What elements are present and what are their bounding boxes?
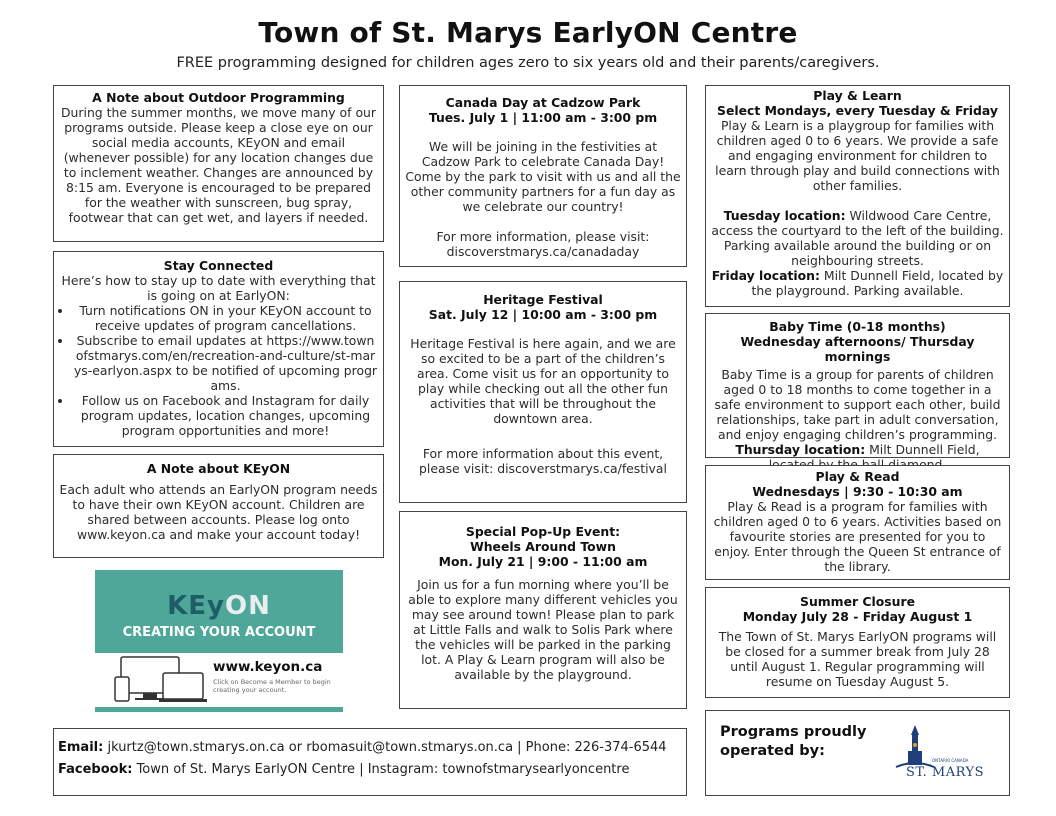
baby-time-box	[705, 313, 1010, 458]
canada-day-body: We will be joining in the festivities at Cadzow Park to celebrate Canada Day! Come by the park to visit with us and all the other community partners for a fun day as we celebrate our country!	[405, 139, 681, 214]
closure-heading: Summer Closure	[800, 594, 915, 609]
facebook-text: Town of St. Marys EarlyON Centre | Instagram: townofstmarysearlyoncentre	[136, 762, 630, 777]
play-learn-box	[705, 85, 1010, 307]
heritage-more: For more information about this event, please visit: discoverstmarys.ca/festival	[419, 446, 667, 476]
keyon-note-body: Each adult who attends an EarlyON program needs to have their own KEyON account. Children are shared between accounts. Please log onto www.keyon.ca and make your account today!	[59, 482, 378, 542]
keyon-note-box	[53, 454, 384, 558]
canada-day-box	[399, 85, 687, 267]
keyon-note-heading: A Note about KEyON	[146, 461, 291, 476]
play-learn-friday: Friday location: Milt Dunnell Field, located by the playground. Parking available.	[711, 268, 1004, 298]
summer-closure-box	[705, 587, 1010, 698]
canada-day-more: For more information, please visit: discoverstmarys.ca/canadaday	[436, 229, 650, 259]
outdoor-body: During the summer months, we move many of our programs outside. Please keep a close eye on our social media accounts, KEyON and email (whenever possible) for any location changes due to inclement weather. Changes are announced by 8:15 am. Everyone is encouraged to be prepared for the weather with sunscreen, bug spray, footwear that can get wet, and layers if needed.	[61, 105, 376, 225]
play-read-when: Wednesdays | 9:30 - 10:30 am	[752, 484, 963, 499]
page-title: Town of St. Marys EarlyON Centre	[258, 16, 798, 49]
play-read-box	[705, 465, 1010, 580]
facebook-row	[58, 759, 682, 781]
baby-time-body: Baby Time is a group for parents of children aged 0 to 18 months to come together in a safe environment to support each other, build relationships, take part in adult conversation, and enjoy engaging children’s programming.	[714, 367, 1001, 442]
heritage-when: Sat. July 12 | 10:00 am - 3:00 pm	[428, 307, 658, 322]
operated-by-box	[705, 710, 1010, 796]
outdoor-heading: A Note about Outdoor Programming	[92, 90, 345, 105]
list-item: • Turn notifications ON in your KEyON account to receive updates of program cancellations.	[73, 303, 378, 333]
operated-by-text: Programs proudly operated by:	[720, 724, 867, 759]
friday-location-label: Friday location:	[711, 268, 820, 283]
st-marys-logo-small: ONTARIO CANADA	[932, 758, 969, 763]
stay-connected-box	[53, 251, 384, 447]
heritage-festival-box	[399, 281, 687, 503]
keyon-logo: KEyON	[167, 591, 271, 621]
stay-connected-heading: Stay Connected	[163, 258, 274, 273]
facebook-label: Facebook:	[58, 762, 133, 777]
st-marys-logo-text: ST. MARYS	[906, 765, 985, 780]
play-read-body: Play & Read is a program for families with children aged 0 to 6 years. Activities based on favourite stories are presented for you to enjoy. Enter through the Queen St entrance of the library.	[713, 499, 1002, 574]
outdoor-programming-box	[53, 85, 384, 242]
email-row	[58, 737, 682, 759]
baby-time-heading: Baby Time (0-18 months)	[769, 319, 946, 334]
devices-icon	[115, 655, 207, 705]
play-learn-heading: Play & Learn	[813, 88, 902, 103]
popup-body: Join us for a fun morning where you’ll be able to explore many different vehicles you may see around town! Please plan to park at Little Falls and walk to Solis Park where the vehicles will be parked in the parking lot. A Play & Learn program will also be available by the playground.	[408, 577, 678, 682]
list-item: • Subscribe to email updates at https://www.townofstmarys.com/en/recreation-and-culture/st-marys-earlyon.aspx to be notified of upcoming programs.	[73, 333, 378, 393]
play-learn-when: Select Mondays, every Tuesday & Friday	[717, 103, 998, 118]
baby-time-thursday: Thursday location: Milt Dunnell Field,	[735, 442, 980, 457]
stay-connected-list	[59, 303, 378, 438]
stay-connected-intro: Here’s how to stay up to date with everything that is going on at EarlyON:	[61, 273, 376, 303]
keyon-account-graphic	[95, 570, 343, 712]
popup-when: Mon. July 21 | 9:00 - 11:00 am	[438, 554, 648, 569]
list-item: • Follow us on Facebook and Instagram for daily program updates, location changes, upcoming program opportunities and more!	[73, 393, 378, 438]
email-label: Email:	[58, 740, 104, 755]
closure-when: Monday July 28 - Friday August 1	[742, 609, 973, 624]
contact-box	[53, 728, 687, 796]
thursday-location-label: Thursday location:	[735, 442, 866, 457]
keyon-url: www.keyon.ca	[213, 659, 323, 675]
popup-event-box	[399, 511, 687, 709]
play-read-heading: Play & Read	[815, 469, 900, 484]
keyon-caption: CREATING YOUR ACCOUNT	[122, 625, 316, 640]
heritage-heading: Heritage Festival	[483, 292, 603, 307]
closure-body: The Town of St. Marys EarlyON programs will be closed for a summer break from July 28 until August 1. Regular programming will resume on Tuesday August 5.	[718, 629, 997, 689]
popup-heading: Special Pop-Up Event: Wheels Around Town	[465, 524, 621, 554]
page-subtitle: FREE programming designed for children ages zero to six years old and their parents/caregivers.	[176, 55, 880, 71]
play-learn-body: Play & Learn is a playgroup for families with children aged 0 to 6 years. We provide a safe and engaging environment for children to learn through play and build connections with other families.	[715, 118, 1000, 193]
keyon-note-small: Click on Become a Member to begin creating your account.	[213, 678, 331, 694]
canada-day-when: Tues. July 1 | 11:00 am - 3:00 pm	[428, 110, 658, 125]
canada-day-heading: Canada Day at Cadzow Park	[445, 95, 641, 110]
email-text: jkurtz@town.stmarys.on.ca or rbomasuit@town.stmarys.on.ca | Phone: 226-374-6544	[107, 740, 667, 755]
heritage-body: Heritage Festival is here again, and we are so excited to be a part of the children’s area. Come visit us for an opportunity to play while checking out all the other fun activities that will be throughout the downtown area.	[410, 336, 676, 426]
play-learn-tuesday: Tuesday location: Wildwood Care Centre, access the courtyard to the left of the building. Parking available around the building or on neighbouring streets.	[711, 208, 1004, 268]
baby-time-when: Wednesday afternoons/ Thursday mornings	[740, 334, 975, 364]
tuesday-location-label: Tuesday location:	[723, 208, 846, 223]
